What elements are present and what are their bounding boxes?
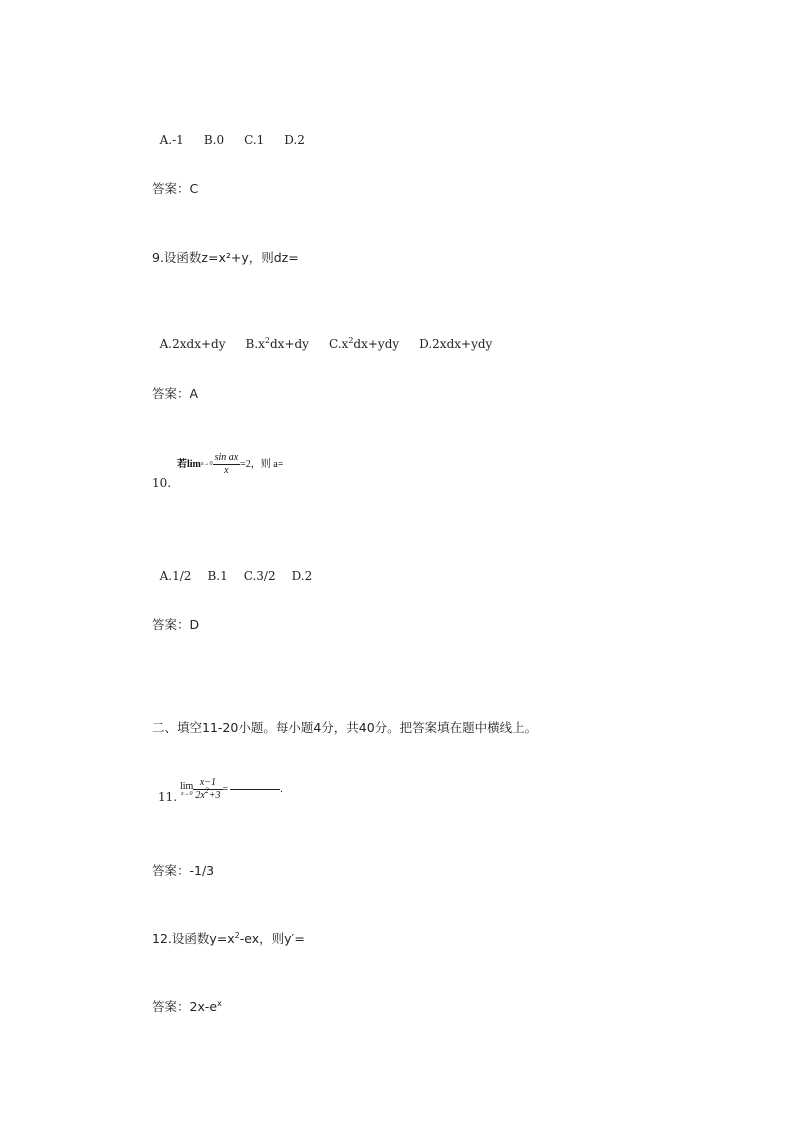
q10-answer: 答案：D [152, 617, 200, 632]
q11-formula-image [180, 777, 283, 802]
q11-answer: 答案：-1/3 [152, 863, 215, 878]
q9-option-a: A.2xdx+dy [159, 337, 226, 351]
q12-answer: 答案：$2x-e^x$ [152, 999, 222, 1014]
q11-limit: lim x→0 [180, 780, 194, 797]
q9-question: 9.设函数z=x²+y，则dz= [152, 250, 299, 265]
q10-options [152, 552, 332, 584]
q11-formula-end: . [280, 783, 283, 795]
q9-option-d: D.2xdx+ydy [419, 337, 493, 351]
q10-option-c: C.3/2 [243, 569, 276, 583]
q11-number: 11. [158, 790, 178, 804]
q8-option-b: B.0 [203, 133, 225, 147]
q10-numerator: sin ax [214, 452, 239, 463]
q10-formula-image [177, 452, 283, 477]
q11-answer-blank [230, 789, 280, 790]
q12-question: 12.设函数$y=x^2-ex$，则y′= [152, 931, 305, 946]
q9-answer: 答案：A [152, 386, 199, 401]
q8-option-a: A.-1 [159, 133, 184, 147]
q11-numerator: x−1 [193, 777, 222, 790]
q10-option-a: A.1/2 [159, 569, 192, 583]
q9-options [152, 320, 512, 352]
q10-fraction [213, 452, 241, 477]
q9-option-b: $B.x^2dx+dy$ [245, 336, 309, 351]
q9-option-c: $C.x^2dx+ydy$ [328, 336, 400, 351]
q11-denominator: $2x^2+3$ [195, 786, 221, 801]
q10-limit-subscript: x→0 [200, 461, 213, 467]
q8-answer: 答案：C [152, 181, 199, 196]
q10-number: 10. [152, 476, 172, 490]
q11-fraction [193, 777, 222, 802]
section-2-heading: 二、填空11-20小题。每小题4分，共40分。把答案填在题中横线上。 [152, 720, 538, 735]
q11-equals: = [222, 783, 229, 795]
q10-denominator: x [224, 465, 229, 476]
q8-options [152, 116, 325, 148]
q10-option-b: B.1 [207, 569, 228, 583]
q10-option-d: D.2 [291, 569, 313, 583]
q10-formula-suffix: =2，则 a= [240, 458, 284, 470]
q10-formula-prefix: 若lim [177, 458, 201, 470]
q8-option-c: C.1 [244, 133, 265, 147]
q8-option-d: D.2 [284, 133, 305, 147]
